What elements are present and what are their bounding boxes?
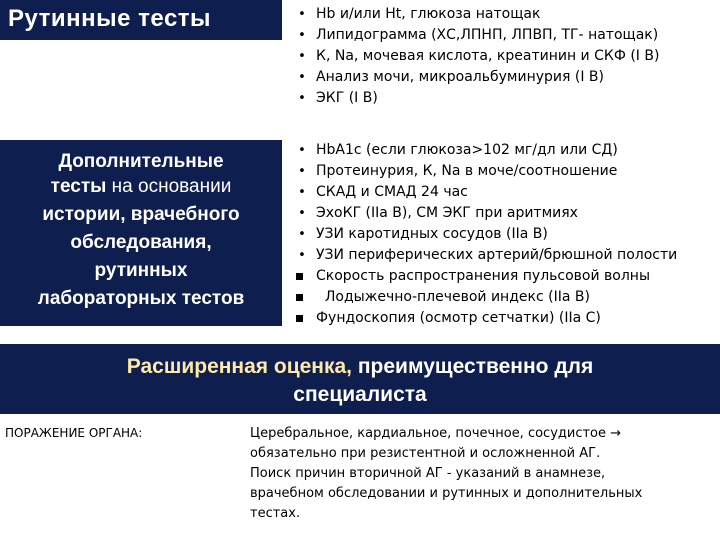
- list-item: • УЗИ периферических артерий/брюшной полости: [294, 245, 677, 266]
- bullet-dot-icon: •: [298, 248, 306, 263]
- list-item: • HbA1c (если глюкоза>102 мг/дл или СД): [294, 140, 677, 161]
- bullet-dot-icon: •: [298, 227, 306, 242]
- bullet-dot-icon: •: [298, 143, 306, 158]
- bullet-square-icon: [296, 273, 303, 280]
- bullet-dot-icon: •: [298, 49, 306, 64]
- bullet-dot-icon: •: [298, 28, 306, 43]
- additional-title-line1: Дополнительные: [58, 151, 224, 172]
- organ-damage-text: Церебральное, кардиальное, почечное, сосудистое → обязательно при резистентной и осложненной АГ. Поиск причин вторичной АГ - указаний в анамнезе, врачебном обследовании и рутинных и дополнительных тестах.: [250, 426, 643, 521]
- list-item: • СКАД и СМАД 24 час: [294, 182, 677, 203]
- extended-banner-line1: Расширенная оценка, преимущественно для: [126, 355, 594, 378]
- bullet-square-icon: [296, 294, 303, 301]
- list-item: Фундоскопия (осмотр сетчатки) (IIa C): [294, 308, 677, 329]
- list-item: • Липидограмма (ХС,ЛПНП, ЛПВП, ТГ- натощак): [294, 25, 659, 46]
- list-item: • Hb и/или Ht, глюкоза натощак: [294, 4, 659, 25]
- list-item: Скорость распространения пульсовой волны: [294, 266, 677, 287]
- routine-tests-title: Рутинные тесты: [8, 5, 212, 32]
- additional-title-line2: тесты на основании: [50, 176, 232, 197]
- additional-title-line5: рутинных: [94, 260, 188, 281]
- arrow-right-icon: →: [610, 426, 622, 441]
- bullet-dot-icon: •: [298, 206, 306, 221]
- bullet-dot-icon: •: [298, 70, 306, 85]
- additional-title-line6: лабораторных тестов: [37, 288, 245, 309]
- bullet-dot-icon: •: [298, 7, 306, 22]
- additional-title-line3: истории, врачебного: [42, 204, 240, 225]
- bullet-dot-icon: •: [298, 164, 306, 179]
- extended-assessment-banner: [0, 344, 720, 414]
- extended-highlight: Расширенная оценка,: [126, 355, 353, 378]
- additional-tests-title-box: [0, 140, 282, 326]
- list-item: • ЭхоКГ (IIa B), СМ ЭКГ при аритмиях: [294, 203, 677, 224]
- list-item: Лодыжечно-плечевой индекс (IIa B): [294, 287, 677, 308]
- additional-tests-list: [294, 140, 677, 329]
- list-item: • УЗИ каротидных сосудов (IIa B): [294, 224, 677, 245]
- list-item: • Анализ мочи, микроальбуминурия (I В): [294, 67, 659, 88]
- bullet-dot-icon: •: [298, 185, 306, 200]
- extended-banner-line2: специалиста: [293, 383, 427, 406]
- routine-tests-title-box: [0, 0, 282, 40]
- additional-title-line4: обследования,: [70, 232, 212, 253]
- routine-tests-list: [294, 4, 659, 109]
- organ-damage-label: ПОРАЖЕНИЕ ОРГАНА:: [5, 426, 143, 440]
- list-item: • Протеинурия, К, Na в моче/соотношение: [294, 161, 677, 182]
- bullet-square-icon: [296, 315, 303, 322]
- list-item: • К, Na, мочевая кислота, креатинин и СКФ (I В): [294, 46, 659, 67]
- list-item: • ЭКГ (I В): [294, 88, 659, 109]
- bullet-dot-icon: •: [298, 91, 306, 106]
